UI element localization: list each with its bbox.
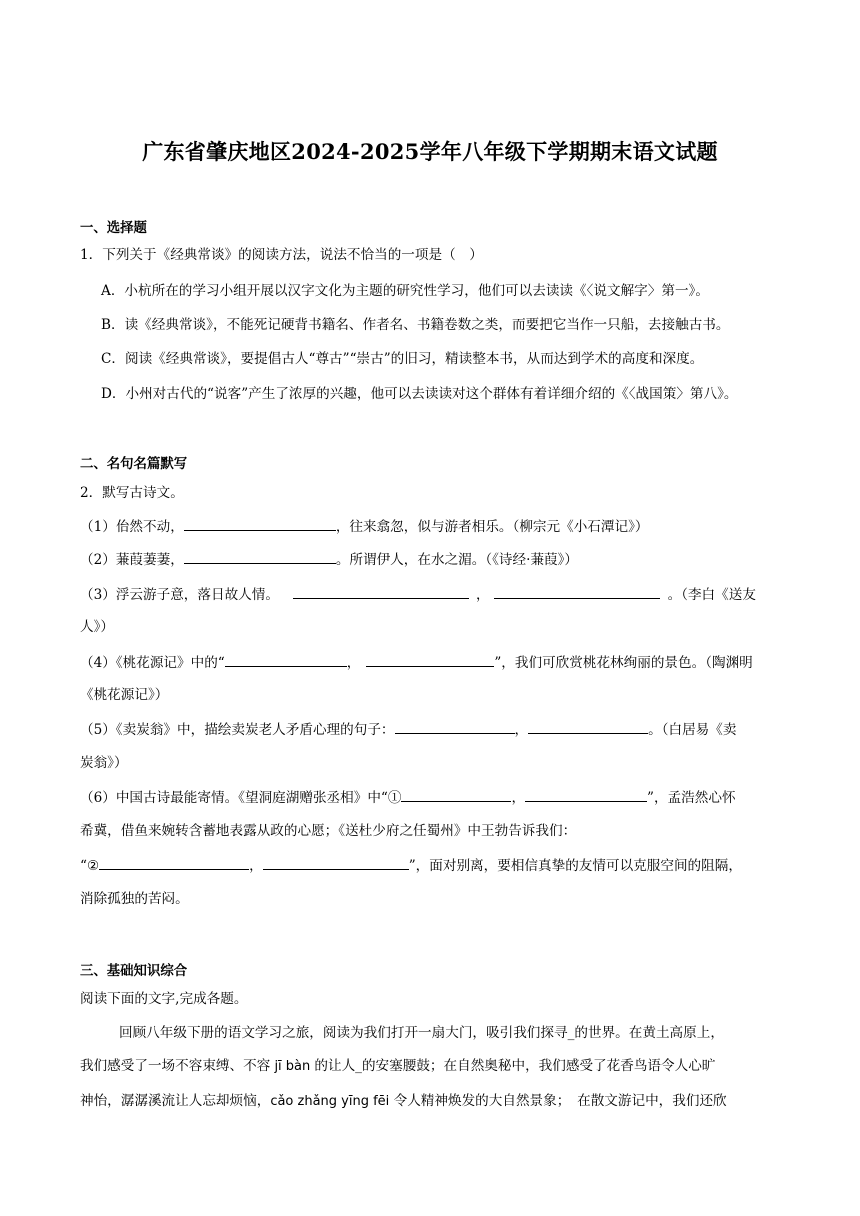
- item-5-comma: ，: [514, 722, 529, 738]
- item-2-before: （2）蒹葭萋萋，: [80, 552, 184, 568]
- answer-blank[interactable]: [528, 719, 648, 734]
- reading-intro: 阅读下面的文字,完成各题。: [80, 991, 248, 1007]
- item-4-before: （4）《桃花源记》中的“: [80, 655, 225, 671]
- answer-blank[interactable]: [395, 719, 515, 734]
- item-6-line-2: 希冀，借鱼来婉转含蓄地表露从政的心愿；《送杜少府之任蜀州》中王勃告诉我们：: [80, 823, 577, 839]
- item-3-comma: ，: [475, 587, 490, 603]
- item-6-line-3-before: “②: [80, 858, 100, 874]
- item-5-before: （5）《卖炭翁》中，描绘卖炭老人矛盾心理的句子：: [80, 722, 395, 738]
- pinyin-prompt-1: jī bàn: [270, 1059, 315, 1074]
- item-4-continuation: 《桃花源记》）: [80, 687, 169, 703]
- item-1-before: （1）佁然不动，: [80, 519, 184, 535]
- item-3-after: 。（李白《送友: [667, 587, 756, 603]
- answer-blank[interactable]: [184, 516, 336, 531]
- dictation-item-6: [80, 787, 736, 808]
- item-6-line-4: 消除孤独的苦闷。: [80, 891, 189, 907]
- answer-blank[interactable]: [494, 584, 660, 599]
- dictation-item-1: [80, 516, 648, 537]
- item-6-line-3-comma: ，: [249, 858, 263, 874]
- section-heading-choice: 一、选择题: [80, 221, 147, 236]
- passage-line-1: 回顾八年级下册的语文学习之旅，阅读为我们打开一扇大门，吸引我们探寻_的世界。在黄土高原上，: [119, 1025, 724, 1041]
- page-title: 广东省肇庆地区2024-2025学年八年级下学期期末语文试题: [142, 139, 718, 164]
- option-a: A．小杭所在的学习小组开展以汉字文化为主题的研究性学习，他们可以去读读《〈说文解字〉第一》。: [101, 283, 709, 299]
- item-4-after: ”，我们可欣赏桃花林绚丽的景色。（陶渊明: [494, 655, 753, 671]
- answer-blank[interactable]: [525, 787, 647, 802]
- dictation-item-3: [80, 584, 756, 605]
- question-2-stem: 2．默写古诗文。: [80, 485, 184, 501]
- item-6-after: ”，孟浩然心怀: [647, 790, 736, 806]
- answer-blank[interactable]: [263, 855, 409, 870]
- item-2-after: 。所谓伊人，在水之湄。（《诗经·蒹葭》）: [335, 552, 579, 568]
- option-d: D．小州对古代的“说客”产生了浓厚的兴趣，他可以去读读对这个群体有着详细介绍的《〈战国策〉第八》。: [101, 386, 738, 402]
- answer-blank[interactable]: [99, 855, 249, 870]
- item-6-line-3: [80, 855, 742, 876]
- option-c: C．阅读《经典常谈》，要提倡古人“尊古”“崇古”的旧习，精读整本书，从而达到学术的高度和深度。: [101, 351, 704, 367]
- passage-line-3-before: 神怡，潺潺溪流让人忘却烦恼，: [80, 1093, 271, 1109]
- dictation-item-2: [80, 549, 578, 570]
- item-6-before: （6）中国古诗最能寄情。《望洞庭湖赠张丞相》中“①: [80, 790, 402, 806]
- item-5-continuation: 炭翁》）: [80, 755, 128, 771]
- pinyin-prompt-2: cǎo zhǎng yīng fēi: [270, 1094, 390, 1109]
- question-1-stem: 1．下列关于《经典常谈》的阅读方法，说法不恰当的一项是（ ）: [80, 247, 483, 263]
- item-3-before: （3）浮云游子意，落日故人情。: [80, 587, 279, 603]
- answer-blank[interactable]: [184, 549, 336, 564]
- item-4-comma: ，: [346, 655, 361, 671]
- dictation-item-4: [80, 652, 753, 673]
- item-1-after: ，往来翕忽，似与游者相乐。（柳宗元《小石潭记》）: [335, 519, 649, 535]
- passage-line-2-before: 我们感受了一场不容束缚、不容: [80, 1058, 271, 1074]
- answer-blank[interactable]: [366, 652, 494, 667]
- answer-blank[interactable]: [225, 652, 347, 667]
- dictation-item-5: [80, 719, 736, 740]
- item-6-comma: ，: [511, 790, 526, 806]
- item-6-line-3-after: ”，面对别离，要相信真挚的友情可以克服空间的阻隔，: [408, 858, 742, 874]
- item-3-continuation: 人》）: [80, 619, 114, 635]
- answer-blank[interactable]: [401, 787, 511, 802]
- passage-line-2-after: 的让人_的安塞腰鼓；在自然奥秘中，我们感受了花香鸟语令人心旷: [314, 1058, 716, 1074]
- section-heading-basics: 三、基础知识综合: [80, 964, 188, 979]
- passage-line-2: [80, 1056, 715, 1077]
- passage-line-3: [80, 1091, 727, 1112]
- answer-blank[interactable]: [293, 584, 469, 599]
- section-heading-dictation: 二、名句名篇默写: [80, 457, 188, 472]
- option-b: B．读《经典常谈》，不能死记硬背书籍名、作者名、书籍卷数之类，而要把它当作一只船，去接触古书。: [101, 317, 730, 333]
- passage-line-3-after: 令人精神焕发的大自然景象； 在散文游记中，我们还欣: [389, 1093, 727, 1109]
- item-5-after: 。（白居易《卖: [648, 722, 737, 738]
